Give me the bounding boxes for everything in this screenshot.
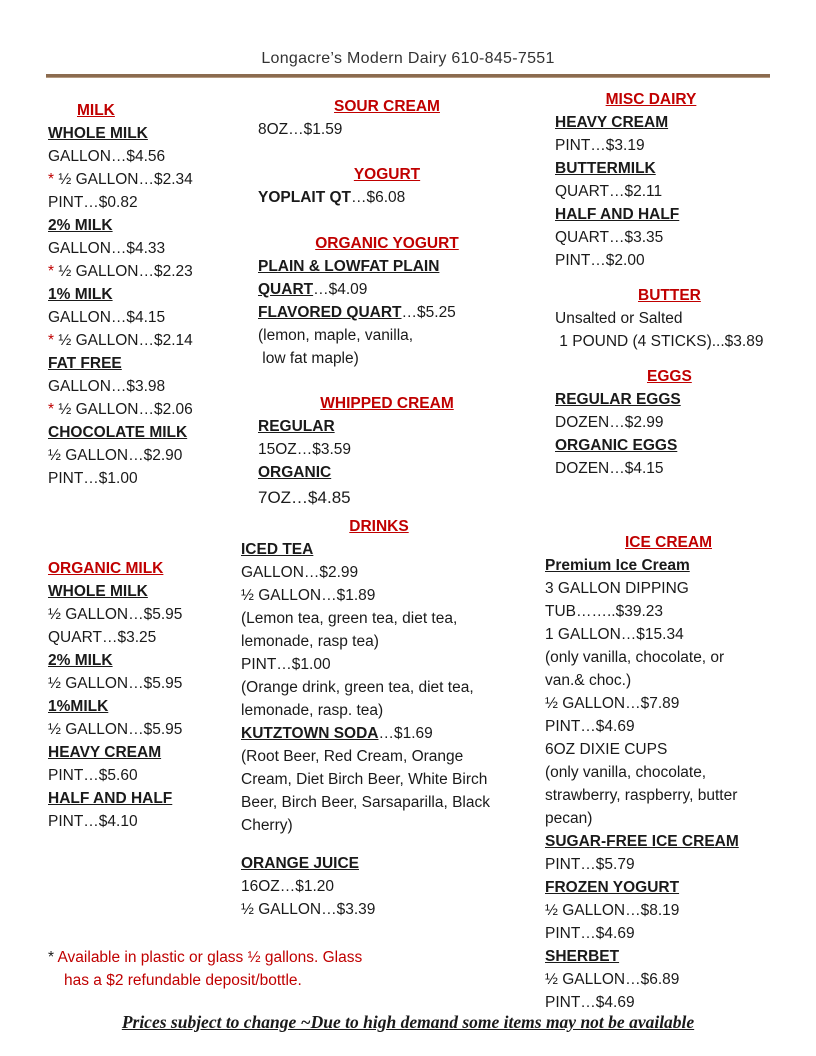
organic-two-label: 2% MILK [48,652,113,669]
note-asterisk: * [48,949,55,966]
header-divider [46,74,770,78]
buttermilk-quart: QUART…$2.11 [555,183,663,200]
butter-price: 1 POUND (4 STICKS)...$3.89 [555,333,764,350]
iced-tea-gallon: GALLON…$2.99 [241,564,359,581]
organic-heavy-label: HEAVY CREAM [48,744,162,761]
gallon-note-line: van.& choc.) [545,672,632,689]
one-percent-half-gallon [48,329,193,352]
soda-flavors-line: Beer, Birch Beer, Sarsaparilla, Black [241,794,490,811]
note-line [48,946,362,969]
organic-milk-heading: ORGANIC MILK [48,560,164,577]
whipped-organic-price: 7OZ…$4.85 [258,488,351,507]
premium-ice-cream-label: Premium Ice Cream [545,557,690,574]
chocolate-half-gallon: ½ GALLON…$2.90 [48,447,183,464]
whipped-cream-heading: WHIPPED CREAM [320,395,454,412]
page-title: Longacre’s Modern Dairy 610-845-7551 [261,50,555,67]
flavors-line: low fat maple) [258,350,359,367]
whole-milk-gallon: GALLON…$4.56 [48,148,166,165]
dipping-tub-line: 3 GALLON DIPPING [545,580,689,597]
note-line: has a $2 refundable deposit/bottle. [64,972,302,989]
organic-hh-pint: PINT…$4.10 [48,813,138,830]
ice-cream-pint: PINT…$4.69 [545,718,635,735]
price-text: ½ GALLON…$2.14 [58,332,193,349]
two-percent-gallon: GALLON…$4.33 [48,240,166,257]
organic-whole-label: WHOLE MILK [48,583,148,600]
dixie-note-line: (only vanilla, chocolate, [545,764,707,781]
dixie-note-line: pecan) [545,810,593,827]
note-text: Available in plastic or glass ½ gallons. Glass [54,949,363,966]
tea-flavors-line: lemonade, rasp tea) [241,633,379,650]
organic-yogurt-section [258,232,516,370]
one-percent-milk-label: 1% MILK [48,286,113,303]
iced-tea-half-gallon: ½ GALLON…$1.89 [241,587,376,604]
organic-quart-row [258,278,516,301]
flavored-quart-price: …$5.25 [401,304,456,321]
organic-hh-label: HALF AND HALF [48,790,173,807]
iced-tea-pint: PINT…$1.00 [241,656,331,673]
pint-flavors-line: lemonade, rasp. tea) [241,702,384,719]
price-text: ½ GALLON…$2.06 [58,401,193,418]
whole-milk-half-gallon [48,168,193,191]
dixie-note-line: strawberry, raspberry, butter [545,787,738,804]
soda-flavors-line: Cream, Diet Birch Beer, White Birch [241,771,488,788]
glass-deposit-note [48,946,362,992]
misc-dairy-heading: MISC DAIRY [605,91,697,108]
misc-hh-quart: QUART…$3.35 [555,229,664,246]
chocolate-pint: PINT…$1.00 [48,470,138,487]
soda-flavors-line: (Root Beer, Red Cream, Orange [241,748,464,765]
milk-section [48,99,193,490]
whole-milk-pint: PINT…$0.82 [48,194,138,211]
milk-heading: MILK [77,102,115,119]
sugar-free-label: SUGAR-FREE ICE CREAM [545,833,739,850]
sherbet-label: SHERBET [545,948,620,965]
organic-two-half-gallon: ½ GALLON…$5.95 [48,675,183,692]
price-text: ½ GALLON…$2.34 [58,171,193,188]
sugar-free-pint: PINT…$5.79 [545,856,635,873]
whipped-cream-section [258,392,516,509]
yoplait-row [258,186,516,209]
kutztown-soda-label: KUTZTOWN SODA [241,725,379,742]
butter-type: Unsalted or Salted [555,310,683,327]
quart-label: QUART [258,281,314,298]
sherbet-pint: PINT…$4.69 [545,994,635,1011]
sour-cream-section [258,95,516,141]
organic-one-half-gallon: ½ GALLON…$5.95 [48,721,183,738]
organic-whole-quart: QUART…$3.25 [48,629,157,646]
orange-juice-half-gallon: ½ GALLON…$3.39 [241,901,376,918]
organic-yogurt-heading: ORGANIC YOGURT [315,235,459,252]
organic-eggs-label: ORGANIC EGGS [555,437,678,454]
one-percent-gallon: GALLON…$4.15 [48,309,166,326]
butter-heading: BUTTER [638,287,701,304]
whole-milk-label: WHOLE MILK [48,125,148,142]
yogurt-heading: YOGURT [353,166,421,183]
organic-whole-half-gallon: ½ GALLON…$5.95 [48,606,183,623]
misc-heavy-pint: PINT…$3.19 [555,137,645,154]
organic-heavy-pint: PINT…$5.60 [48,767,138,784]
price-disclaimer: Prices subject to change ~Due to high demand some items may not be available [121,1012,695,1032]
misc-hh-pint: PINT…$2.00 [555,252,645,269]
quart-price: …$4.09 [313,281,368,298]
ice-cream-section [545,531,790,1014]
organic-milk-section [48,557,182,833]
sour-cream-heading: SOUR CREAM [334,98,440,115]
frozen-yogurt-pint: PINT…$4.69 [545,925,635,942]
orange-juice-16oz: 16OZ…$1.20 [241,878,335,895]
tea-flavors-line: (Lemon tea, green tea, diet tea, [241,610,458,627]
regular-eggs-label: REGULAR EGGS [555,391,681,408]
glass-asterisk: * [48,263,55,280]
whipped-organic-label: ORGANIC [258,464,332,481]
sour-cream-price: 8OZ…$1.59 [258,121,343,138]
price-text: ½ GALLON…$2.23 [58,263,193,280]
dixie-cups-label: 6OZ DIXIE CUPS [545,741,668,758]
drinks-section [241,515,517,921]
drinks-heading: DRINKS [349,518,409,535]
organic-eggs-price: DOZEN…$4.15 [555,460,664,477]
whipped-regular-price: 15OZ…$3.59 [258,441,352,458]
ice-cream-gallon: 1 GALLON…$15.34 [545,626,684,643]
yoplait-price: …$6.08 [351,189,406,206]
soda-flavors-line: Cherry) [241,817,293,834]
fat-free-gallon: GALLON…$3.98 [48,378,166,395]
eggs-heading: EGGS [647,368,692,385]
frozen-yogurt-half-gallon: ½ GALLON…$8.19 [545,902,680,919]
kutztown-soda-row [241,722,517,745]
orange-juice-label: ORANGE JUICE [241,855,359,872]
yogurt-section [258,163,516,209]
two-percent-half-gallon [48,260,193,283]
kutztown-soda-price: …$1.69 [378,725,433,742]
fat-free-half-gallon [48,398,193,421]
flavored-quart-label: FLAVORED QUART [258,304,402,321]
glass-asterisk: * [48,171,55,188]
eggs-section [555,365,783,480]
fat-free-label: FAT FREE [48,355,122,372]
misc-dairy-section [555,88,747,272]
glass-asterisk: * [48,401,55,418]
butter-section [555,284,783,353]
pint-flavors-line: (Orange drink, green tea, diet tea, [241,679,474,696]
dipping-tub-price: TUB……..$39.23 [545,603,664,620]
frozen-yogurt-label: FROZEN YOGURT [545,879,680,896]
ice-cream-half-gallon: ½ GALLON…$7.89 [545,695,680,712]
flavored-quart-row [258,301,516,324]
organic-one-label: 1%MILK [48,698,109,715]
plain-lowfat-label: PLAIN & LOWFAT PLAIN [258,258,440,275]
buttermilk-label: BUTTERMILK [555,160,656,177]
iced-tea-label: ICED TEA [241,541,314,558]
whipped-regular-label: REGULAR [258,418,335,435]
misc-heavy-label: HEAVY CREAM [555,114,669,131]
sherbet-half-gallon: ½ GALLON…$6.89 [545,971,680,988]
glass-asterisk: * [48,332,55,349]
ice-cream-heading: ICE CREAM [625,534,712,551]
misc-hh-label: HALF AND HALF [555,206,680,223]
two-percent-milk-label: 2% MILK [48,217,113,234]
regular-eggs-price: DOZEN…$2.99 [555,414,664,431]
flavors-line: (lemon, maple, vanilla, [258,327,414,344]
gallon-note-line: (only vanilla, chocolate, or [545,649,725,666]
yoplait-label: YOPLAIT QT [258,189,351,206]
chocolate-milk-label: CHOCOLATE MILK [48,424,188,441]
